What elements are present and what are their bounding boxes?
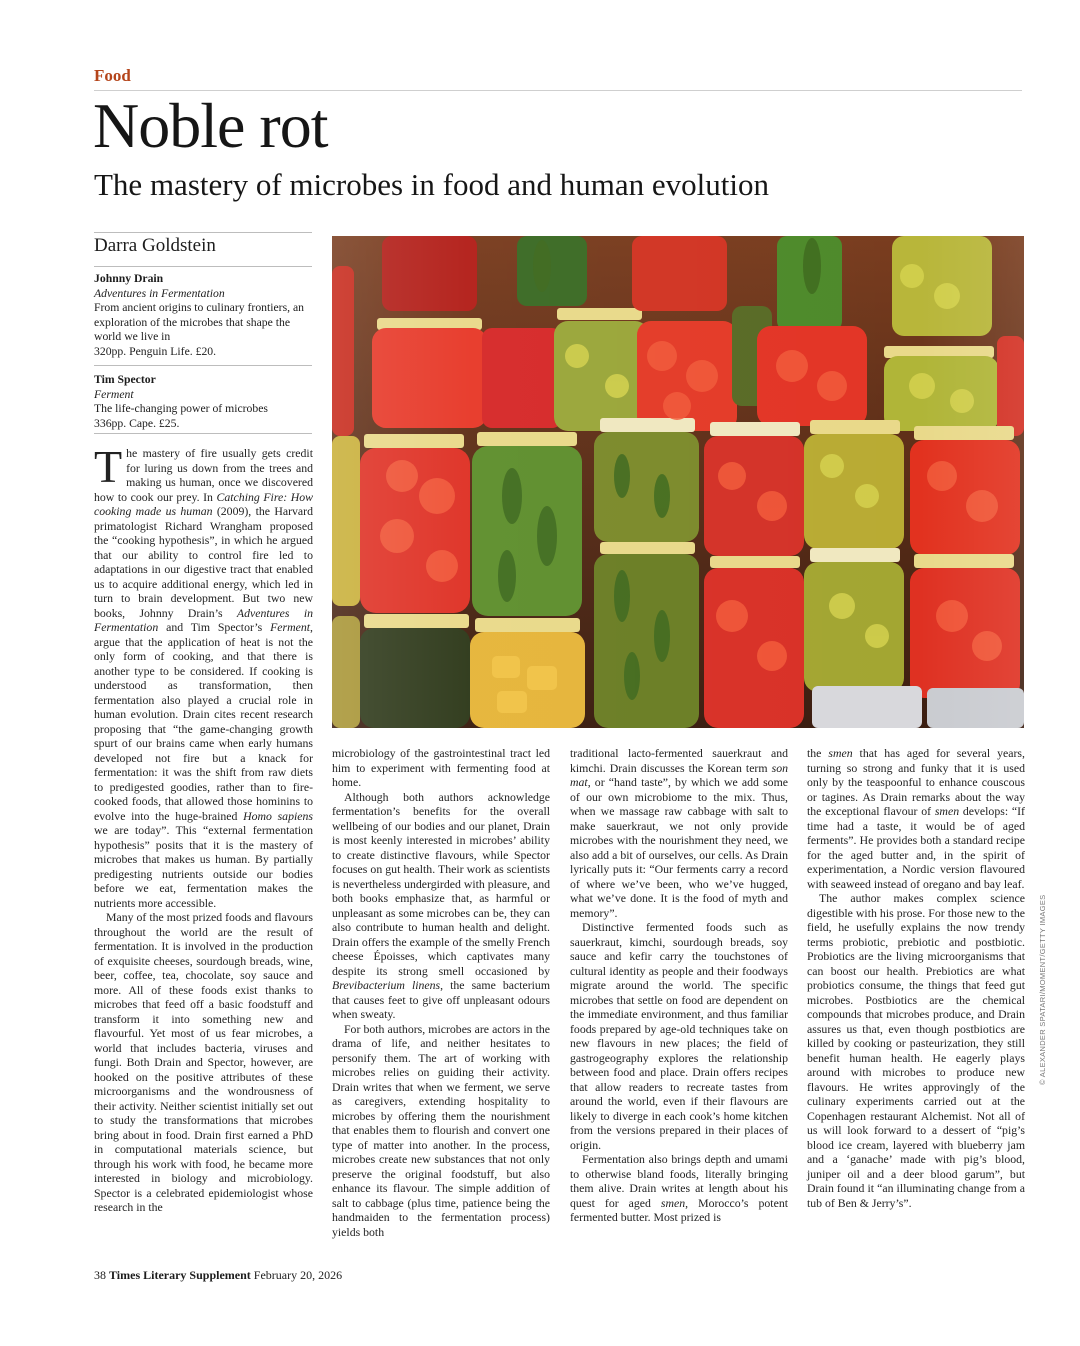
book-info-1 (94, 272, 316, 359)
body-paragraph: microbiology of the gastrointestinal tract led him to experiment with fermenting food at home. (332, 746, 550, 789)
body-column-3 (570, 746, 788, 1225)
body-paragraph: traditional lacto-fermented sauerkraut and kimchi. Drain discusses the Korean term son mat, or “hand taste”, by which we add some of our own microbiome to the mix. Thus, when we massage raw cabbage with salt to make sauerkraut, we not only provide microbes with the nourishment they need, we also add a bit of ourselves, our cells. As Drain lyrically puts it: “Our ferments carry a record of where we’ve been, who we’ve hugged, what we’ve done. It is the food of myth and memory”. (570, 746, 788, 920)
page-footer (94, 1268, 342, 1283)
publication-name: Times Literary Supplement (109, 1268, 251, 1282)
book-description: The life-changing power of microbes (94, 402, 268, 415)
book-title: Ferment (94, 387, 134, 401)
drop-cap: T (94, 441, 123, 492)
byline-author: Darra Goldstein (94, 235, 216, 256)
jars-illustration (332, 236, 1024, 728)
body-paragraph: Many of the most prized foods and flavours throughout the world are the result of fermentation. It is involved in the production of exquisite cheeses, sourdough breads, wine, beer, coffee, tea, chocolate, soy sauce and more. All of these foods exist thanks to microbes that feed off a basic foodstuff and transform it into something new and flavourful. Yet most of us fear microbes, a world that includes bacteria, viruses and fungi. Both Drain and Spector, however, are hooked on the positive attributes of these microorganisms and the wondrousness of their activity. Neither scientist initially set out to study the transformations that microbes bring about in food. Drain first earned a PhD in computational materials science, but through his work with food, he became more interested in biology and microbiology. Spector is a celebrated epidemiologist whose research in the (94, 910, 313, 1214)
book-author: Johnny Drain (94, 272, 164, 285)
standfirst: The mastery of microbes in food and human evolution (94, 167, 769, 202)
body-paragraph: Fermentation also brings depth and umami to otherwise bland foods, literally bringing them alive. Drain writes at length about his quest for aged smen, Morocco’s potent fermented butter. Most prized is (570, 1152, 788, 1224)
body-paragraph: the smen that has aged for several years, turning so strong and funky that it is used only by the teaspoonful to enhance couscous or tagines. As Drain remarks about the way the exceptional flavour of smen develops: “If time had a taste, it would be of aged ferments”. He provides both a standard recipe for the aged butter and, in the spirit of experimentation, a Nordic version flavoured with seaweed instead of oregano and bay leaf. (807, 746, 1025, 891)
section-label: Food (94, 66, 131, 85)
book-details: 320pp. Penguin Life. £20. (94, 344, 217, 358)
photo-credit: © ALEXANDER SPATARI/MOMENT/GETTY IMAGES (1038, 894, 1047, 1085)
issue-date: February 20, 2026 (253, 1268, 343, 1282)
body-column-1 (94, 441, 313, 1215)
pickled-jars-photo (332, 236, 1024, 728)
page-number: 38 (94, 1268, 106, 1282)
book-title: Adventures in Fermentation (94, 286, 225, 300)
body-paragraph: The mastery of fire usually gets credit for luring us down from the trees and making us human, once we discovered how to cook our prey. In Catching Fire: How cooking made us human (2009), the Harvard primatologist Richard Wrangham proposed the “cooking hypothesis”, in which he argued that our ability to control fire led to adaptations in our digestive tract that enabled us to acquire additional energy, which led in turn to brain development. But two new books, Johnny Drain’s Adventures in Fermentation and Tim Spector’s Ferment, argue that the application of heat is not the only form of cooking, and that there is another type to be considered. If cooking is understood as transformation, then fermentation also played a crucial role in human evolution. Drain cites recent research proposing that “the game-changing growth spurt of our brains came when early humans developed not fire but a knack for fermentation: it was the shift from raw diets to predigested goodies, rather than to fire-cooked foods, that allowed those hominins to evolve into the huge-brained Homo sapiens we are today”. This “external fermentation hypothesis” posits that it is the mastery of microbes that makes us human. By partially predigesting nutrients outside our bodies before we eat, fermentation makes the nutrients more accessible. (94, 441, 313, 910)
headline: Noble rot (93, 90, 328, 161)
book-info-2 (94, 373, 316, 431)
body-column-4 (807, 746, 1025, 1210)
book-rule (94, 365, 312, 366)
author-rule (94, 232, 312, 233)
body-paragraph: The author makes complex science digestible with his prose. For those new to the field, he usefully explains the now trendy terms probiotic, prebiotic and postbiotic. Probiotics are the living microorganisms that can boost our health. Prebiotics are what probiotics consume, the things that feed gut microbes. Postbiotics are the chemical compounds that microbes produce, and Drain assures us that, even though postbiotics are killed by cooking or pasteurization, they still benefit human health. He eagerly plays around with microbes to produce new flavours. He writes approvingly of the culinary experiments carried out at the Copenhagen restaurant Alchemist. Not all of us will look forward to a dessert of “pig’s blood ice cream, layered with blueberry jam and a ‘ganache’ made with pig’s blood, juniper oil and a deer blood garum”, but Drain found it “an illuminating change from a tub of Ben & Jerry’s”. (807, 891, 1025, 1210)
book-details: 336pp. Cape. £25. (94, 416, 180, 430)
body-paragraph: Distinctive fermented foods such as sauerkraut, kimchi, sourdough breads, soy sauce and kefir carry the touchstones of cultural identity as people and their foodways migrate around the world. The specific microbes that settle on food are dependent on the immediate environment, and thus familiar foods prepared by age-old techniques take on new flavours in new places; the field of gastrogeography explores the relationship between food and place. Drain offers recipes that allow readers to recreate tastes from around the world, even if their flavours are likely to diverge in each cook’s home kitchen from the versions prepared in their places of origin. (570, 920, 788, 1152)
body-paragraph: Although both authors acknowledge fermentation’s benefits for the overall wellbeing of our bodies and our planet, Drain is most keenly interested in microbes’ ability to create distinctive flavours, while Spector focuses on gut health. Their work as scientists is nevertheless undergirded with pleasure, and both books emphasize that, as harmful or unpleasant as some microbes can be, they can also contribute to human health and delight. Drain offers the example of the smelly French cheese Époisses, which captivates many despite its strong smell occasioned by Brevibacterium linens, the same bacterium that causes feet to give off unpleasant odours when sweaty. (332, 789, 550, 1021)
book-rule (94, 433, 312, 434)
book-description: From ancient origins to culinary frontiers, an exploration of the microbes that shape the world we live in (94, 301, 304, 343)
body-paragraph: For both authors, microbes are actors in the drama of life, and neither hesitates to personify them. The art of working with microbes relies on guiding their activity. Drain writes that when we ferment, we serve as caregivers, extending hospitality to microbes by offering them the nourishment that enables them to flourish and convert one type of matter into another. In the process, microbes create new substances that not only preserve the original foodstuff, but also enhance its flavour. The simple addition of salt to cabbage (plus time, patience being the handmaiden to the fermentation process) yields both (332, 1021, 550, 1239)
body-column-2 (332, 746, 550, 1239)
book-author: Tim Spector (94, 373, 156, 386)
author-rule-bottom (94, 266, 312, 267)
